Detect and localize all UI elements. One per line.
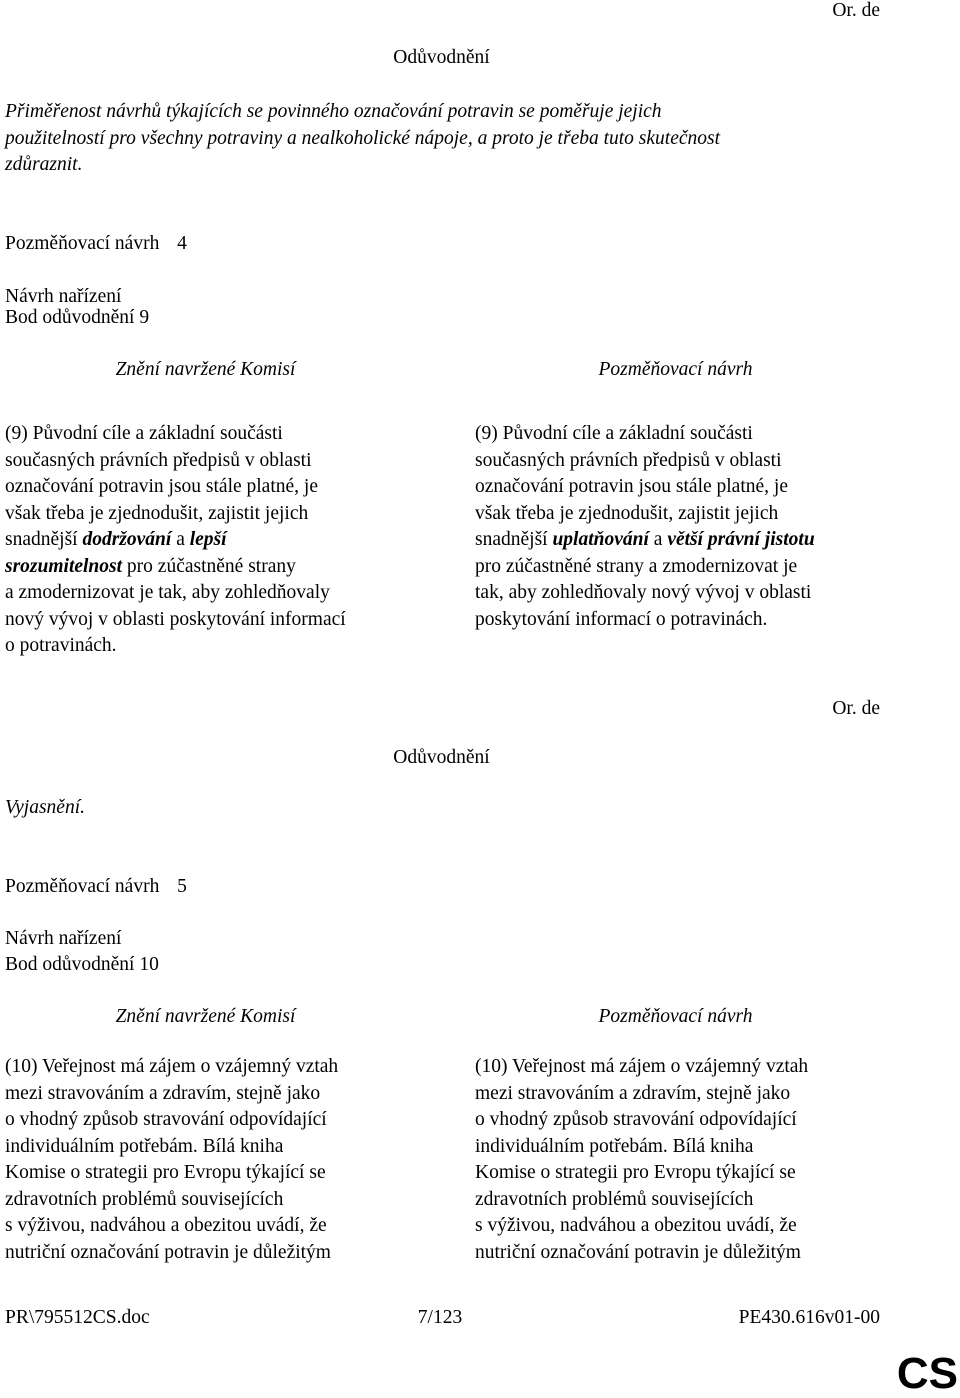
recital-ref: Bod odůvodnění 9	[5, 307, 150, 328]
amendment-label: Pozměňovací návrh	[5, 876, 160, 897]
footer-language-code: CS	[896, 1349, 958, 1398]
justification-text: Vyjasnění.	[5, 797, 85, 818]
justification-heading: Odůvodnění	[393, 747, 490, 768]
column-header-amendment: Pozměňovací návrh	[598, 1006, 753, 1027]
emphasis-text: větší právní jistotu	[667, 529, 815, 550]
justification-heading: Odůvodnění	[393, 47, 490, 68]
emphasis-text: uplatňování	[552, 529, 649, 550]
amendment-text: (9) Původní cíle a základní součásti současných právních předpisů v oblasti označování potravin jsou stále platné, je však třeba je zjednodušit, zajistit jejich snadnější uplatňování a větší právní jistotu pro zúčastněné strany a zmodernizovat je tak, aby zohledňovaly nový vývoj v oblasti poskytování informací o potravinách.	[475, 423, 815, 630]
language-marker: Or. de	[832, 698, 880, 719]
justification-line: Přiměřenost návrhů týkajících se povinného označování potravin se poměřuje jejich	[5, 101, 662, 122]
commission-text: (9) Původní cíle a základní součásti současných právních předpisů v oblasti označování potravin jsou stále platné, je však třeba je zjednodušit, zajistit jejich snadnější dodržování a lepší srozumitelnost pro zúčastněné strany a zmodernizovat je tak, aby zohledňovaly nový vývoj v oblasti poskytování informací o potravinách.	[5, 423, 346, 656]
commission-text-column	[5, 1054, 425, 1266]
column-header-amendment: Pozměňovací návrh	[598, 359, 753, 380]
proposal-ref: Návrh nařízení	[5, 286, 122, 307]
commission-text-column	[5, 421, 425, 660]
proposal-ref: Návrh nařízení	[5, 928, 122, 949]
amendment-number: 4	[177, 233, 187, 254]
footer-page-number: 7/123	[417, 1307, 463, 1328]
amendment-number: 5	[177, 876, 187, 897]
recital-ref: Bod odůvodnění 10	[5, 954, 159, 975]
emphasis-text: lepší srozumitelnost	[5, 529, 227, 577]
amendment-text-column	[475, 421, 895, 633]
justification-line: použitelností pro všechny potraviny a nealkoholické nápoje, a proto je třeba tuto skutečnost	[5, 127, 721, 149]
justification-text	[5, 99, 720, 179]
footer-doc-ref: PR\795512CS.doc	[5, 1307, 150, 1328]
language-marker: Or. de	[832, 0, 880, 21]
footer-pe-code: PE430.616v01-00	[738, 1307, 880, 1328]
column-header-commission: Znění navržené Komisí	[115, 359, 296, 380]
amendment-text-column	[475, 1054, 895, 1266]
column-header-commission: Znění navržené Komisí	[115, 1006, 296, 1027]
emphasis-text: dodržování	[82, 529, 172, 550]
commission-text: (10) Veřejnost má zájem o vzájemný vztah mezi stravováním a zdravím, stejně jako o vhodný způsob stravování odpovídající individuálním potřebám. Bílá kniha Komise o strategii pro Evropu týkající se zdravotních problémů souvisejících s výživou, nadváhou a obezitou uvádí, že nutriční označování potravin je důležitým	[5, 1056, 339, 1263]
amendment-title	[5, 231, 187, 258]
amendment-label: Pozměňovací návrh	[5, 233, 160, 254]
amendment-title	[5, 874, 187, 901]
amendment-text: (10) Veřejnost má zájem o vzájemný vztah mezi stravováním a zdravím, stejně jako o vhodný způsob stravování odpovídající individuálním potřebám. Bílá kniha Komise o strategii pro Evropu týkající se zdravotních problémů souvisejících s výživou, nadváhou a obezitou uvádí, že nutriční označování potravin je důležitým	[475, 1056, 809, 1263]
justification-line: zdůraznit.	[5, 154, 83, 175]
